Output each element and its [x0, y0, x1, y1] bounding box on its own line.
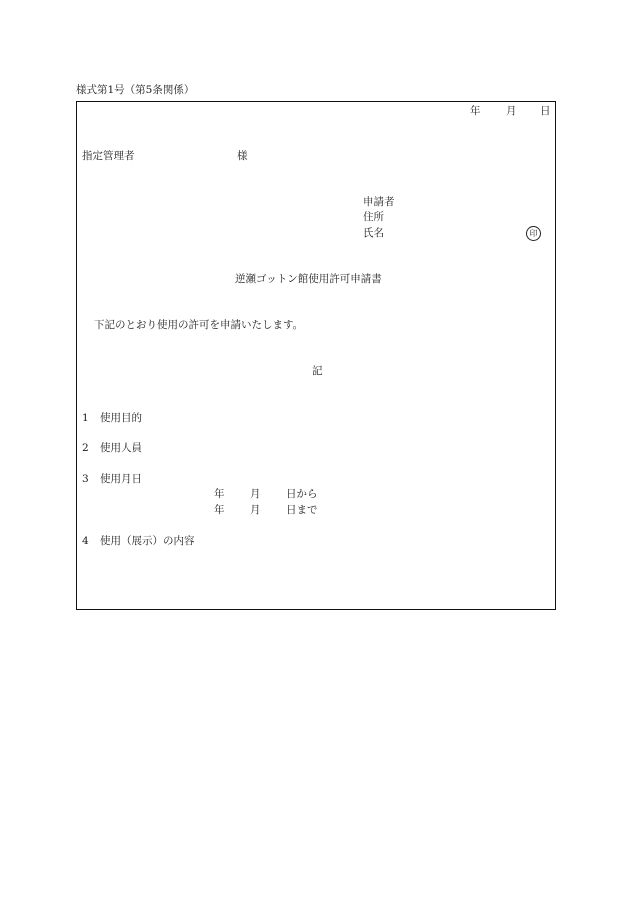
recipient-title: 指定管理者: [82, 150, 135, 162]
date-month: 月: [506, 105, 517, 117]
item-2-label: 使用人員: [100, 442, 142, 454]
period-to-day: 日まで: [286, 504, 318, 516]
form-frame: [76, 101, 556, 610]
item-1-label: 使用目的: [100, 412, 142, 424]
ki-heading: 記: [312, 365, 323, 377]
period-to-year: 年: [214, 504, 225, 516]
period-from-month: 月: [250, 488, 261, 500]
intro-text: 下記のとおり使用の許可を申請いたします。: [94, 319, 304, 331]
applicant-heading: 申請者: [363, 196, 395, 208]
item-3-label: 使用月日: [100, 473, 142, 485]
applicant-address-label: 住所: [363, 211, 384, 223]
item-3-number: 3: [82, 473, 89, 485]
period-from-year: 年: [214, 488, 225, 500]
date-year: 年: [470, 105, 481, 117]
item-1-number: 1: [82, 412, 89, 424]
applicant-name-label: 氏名: [363, 227, 384, 239]
recipient-honorific: 様: [237, 150, 248, 162]
form-label: 様式第1号（第5条関係）: [76, 84, 195, 96]
seal-mark: 印: [526, 226, 541, 241]
period-to-month: 月: [250, 504, 261, 516]
item-4-number: 4: [82, 535, 89, 547]
document-title: 逆瀬ゴットン館使用許可申請書: [235, 273, 382, 285]
item-4-label: 使用（展示）の内容: [100, 535, 195, 547]
date-day: 日: [540, 105, 551, 117]
item-2-number: 2: [82, 442, 89, 454]
period-from-day: 日から: [286, 488, 318, 500]
